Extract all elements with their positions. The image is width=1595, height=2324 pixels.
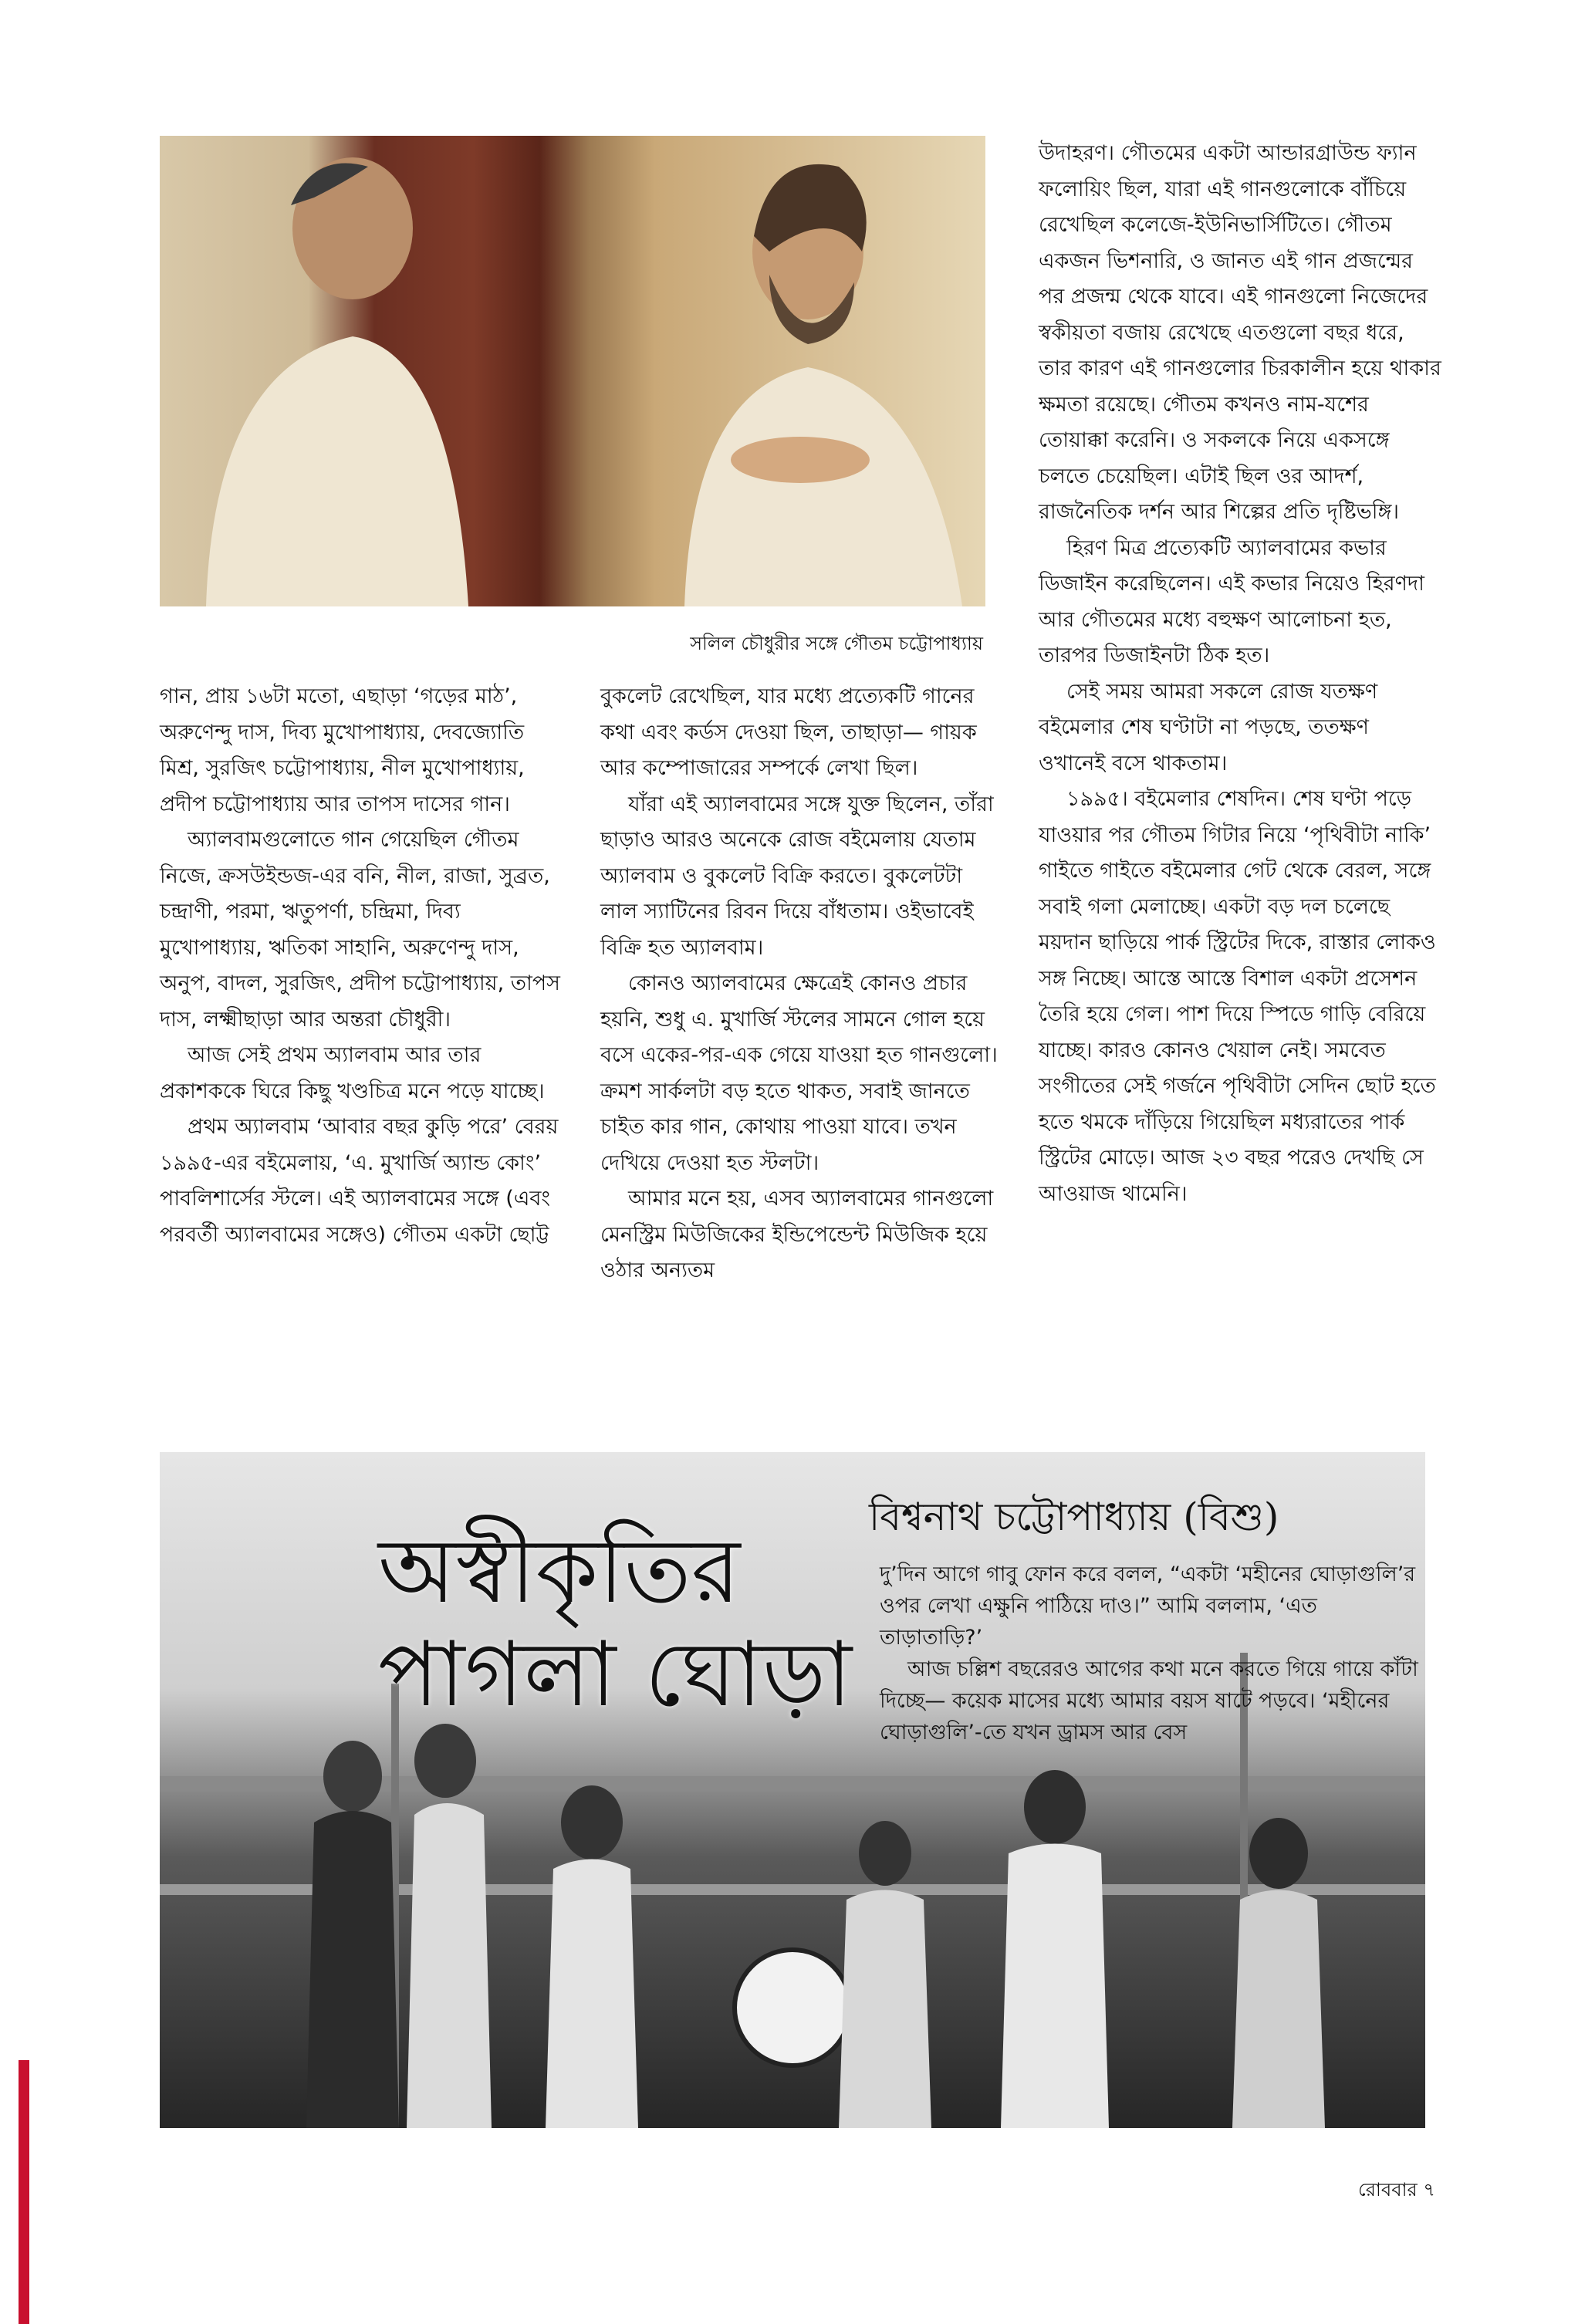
title-line-1: অস্বীকৃতির — [378, 1519, 741, 1623]
paragraph: আজ চল্লিশ বছরেরও আগের কথা মনে করতে গিয়ে গায়ে কাঁটা দিচ্ছে— কয়েক মাসের মধ্যে আমার বয়স ষাটে পড়বে। ‘মহীনের ঘোড়াগুলি’-তে যখন ড্রামস আর বেস — [880, 1657, 1418, 1745]
paragraph: ১৯৯৫। বইমেলার শেষদিন। শেষ ঘণ্টা পড়ে যাওয়ার পর গৌতম গিটার নিয়ে ‘পৃথিবীটা নাকি’ গাইতে গাইতে বইমেলার গেট থেকে বেরল, সঙ্গে সবাই গলা মেলাচ্ছে। একটা বড় দল চলেছে ময়দান ছাড়িয়ে পার্ক স্ট্রিটের দিকে, রাস্তার লোকও সঙ্গ নিচ্ছে। আস্তে আস্তে বিশাল একটা প্রসেশন তৈরি হয়ে গেল। পাশ দিয়ে স্পিডে গাড়ি বেরিয়ে যাচ্ছে। কারও কোনও খেয়াল নেই। সমবেত সংগীতের সেই গর্জনে পৃথিবীটা সেদিন ছোট হতে হতে থমকে দাঁড়িয়ে গিয়েছিল মধ্যরাতের পার্ক স্ট্রিটের মোড়ে। আজ ২৩ বছর পরেও দেখছি সে আওয়াজ থামেনি। — [1039, 787, 1436, 1206]
paragraph: গান, প্রায় ১৬টা মতো, এছাড়া ‘গড়ের মাঠ’, অরুণেন্দু দাস, দিব্য মুখোপাধ্যায়, দেবজ্যোতি মিশ্র, সুরজিৎ চট্টোপাধ্যায়, নীল মুখোপাধ্যায়, প্রদীপ চট্টোপাধ্যায় আর তাপস দাসের গান। — [160, 684, 525, 816]
paragraph: যাঁরা এই অ্যালবামের সঙ্গে যুক্ত ছিলেন, তাঁরা ছাড়াও আরও অনেকে রোজ বইমেলায় যেতাম অ্যালবাম ও বুকলেট বিক্রি করতে। বুকলেটটা লাল স্যাটিনের রিবন দিয়ে বাঁধতাম। ওইভাবেই বিক্রি হত অ্যালবাম। — [600, 792, 994, 960]
paragraph: হিরণ মিত্র প্রত্যেকটি অ্যালবামের কভার ডিজাইন করেছিলেন। এই কভার নিয়েও হিরণদা আর গৌতমের মধ্যে বহুক্ষণ আলোচনা হত, তারপর ডিজাইনটা ঠিক হত। — [1039, 535, 1424, 667]
article-column-1 — [160, 679, 563, 1253]
paragraph: বুকলেট রেখেছিল, যার মধ্যে প্রত্যেকটি গানের কথা এবং কর্ডস দেওয়া ছিল, তাছাড়া— গায়ক আর কম্পোজারের সম্পর্কে লেখা ছিল। — [600, 684, 977, 780]
author-name: বিশ্বনাথ চট্টোপাধ্যায় (বিশু) — [869, 1495, 1279, 1539]
feature-title — [378, 1520, 852, 1727]
photo-salil-gautam — [160, 136, 985, 606]
red-edge-bar — [19, 2060, 29, 2324]
page-number: ৭ — [1423, 2179, 1435, 2201]
paragraph: অ্যালবামগুলোতে গান গেয়েছিল গৌতম নিজে, ক্রসউইন্ডজ-এর বনি, নীল, রাজা, সুব্রত, চন্দ্রাণী, পরমা, ঋতুপর্ণা, চন্দ্রিমা, দিব্য মুখোপাধ্যায়, ঋতিকা সাহানি, অরুণেন্দু দাস, অনুপ, বাদল, সুরজিৎ, প্রদীপ চট্টোপাধ্যায়, তাপস দাস, লক্ষ্মীছাড়া আর অন্তরা চৌধুরী। — [160, 828, 561, 1032]
photo-caption: সলিল চৌধুরীর সঙ্গে গৌতম চট্টোপাধ্যায় — [690, 633, 983, 654]
title-line-2: পাগলা ঘোড়া — [378, 1623, 853, 1727]
article-column-3 — [1039, 136, 1441, 1212]
paragraph: দু’দিন আগে গাবু ফোন করে বলল, “একটা ‘মহীনের ঘোড়াগুলি’র ওপর লেখা এক্ষুনি পাঠিয়ে দাও।” আমি বললাম, ‘এত তাড়াতাড়ি?’ — [880, 1562, 1416, 1650]
paragraph: কোনও অ্যালবামের ক্ষেত্রেই কোনও প্রচার হয়নি, শুধু এ. মুখার্জি স্টলের সামনে গোল হয়ে বসে একের-পর-এক গেয়ে যাওয়া হত গানগুলো। ক্রমশ সার্কলটা বড় হতে থাকত, সবাই জানতে চাইত কার গান, কোথায় পাওয়া যাবে। তখন দেখিয়ে দেওয়া হত স্টলটা। — [600, 971, 998, 1175]
paragraph: প্রথম অ্যালবাম ‘আবার বছর কুড়ি পরে’ বেরয় ১৯৯৫-এর বইমেলায়, ‘এ. মুখার্জি অ্যান্ড কোং’ পাবলিশার্সের স্টলে। এই অ্যালবামের সঙ্গে (এবং পরবর্তী অ্যালবামের সঙ্গেও) গৌতম একটা ছোট্ট — [160, 1115, 559, 1247]
paragraph: আজ সেই প্রথম অ্যালবাম আর তার প্রকাশককে ঘিরে কিছু খণ্ডচিত্র মনে পড়ে যাচ্ছে। — [160, 1043, 545, 1103]
page-footer — [1296, 2176, 1435, 2207]
article-column-2 — [600, 679, 1003, 1289]
magazine-name: রোববার — [1357, 2179, 1418, 2201]
paragraph: আমার মনে হয়, এসব অ্যালবামের গানগুলো মেনস্ট্রিম মিউজিকের ইন্ডিপেন্ডেন্ট মিউজিক হয়ে ওঠার অন্যতম — [600, 1187, 994, 1282]
paragraph: উদাহরণ। গৌতমের একটা আন্ডারগ্রাউন্ড ফ্যান ফলোয়িং ছিল, যারা এই গানগুলোকে বাঁচিয়ে রেখেছিল কলেজে-ইউনিভার্সিটিতে। গৌতম একজন ভিশনারি, ও জানত এই গান প্রজন্মের পর প্রজন্ম থেকে যাবে। এই গানগুলো নিজেদের স্বকীয়তা বজায় রেখেছে এতগুলো বছর ধরে, তার কারণ এই গানগুলোর চিরকালীন হয়ে থাকার ক্ষমতা রয়েছে। গৌতম কখনও নাম-যশের তোয়াক্কা করেনি। ও সকলকে নিয়ে একসঙ্গে চলতে চেয়েছিল। এটাই ছিল ওর আদর্শ, রাজনৈতিক দর্শন আর শিল্পের প্রতি দৃষ্টিভঙ্গি। — [1039, 141, 1441, 524]
feature-intro — [880, 1559, 1424, 1748]
photo-illustration — [160, 136, 985, 606]
paragraph: সেই সময় আমরা সকলে রোজ যতক্ষণ বইমেলার শেষ ঘণ্টাটা না পড়ছে, ততক্ষণ ওখানেই বসে থাকতাম। — [1039, 679, 1378, 775]
